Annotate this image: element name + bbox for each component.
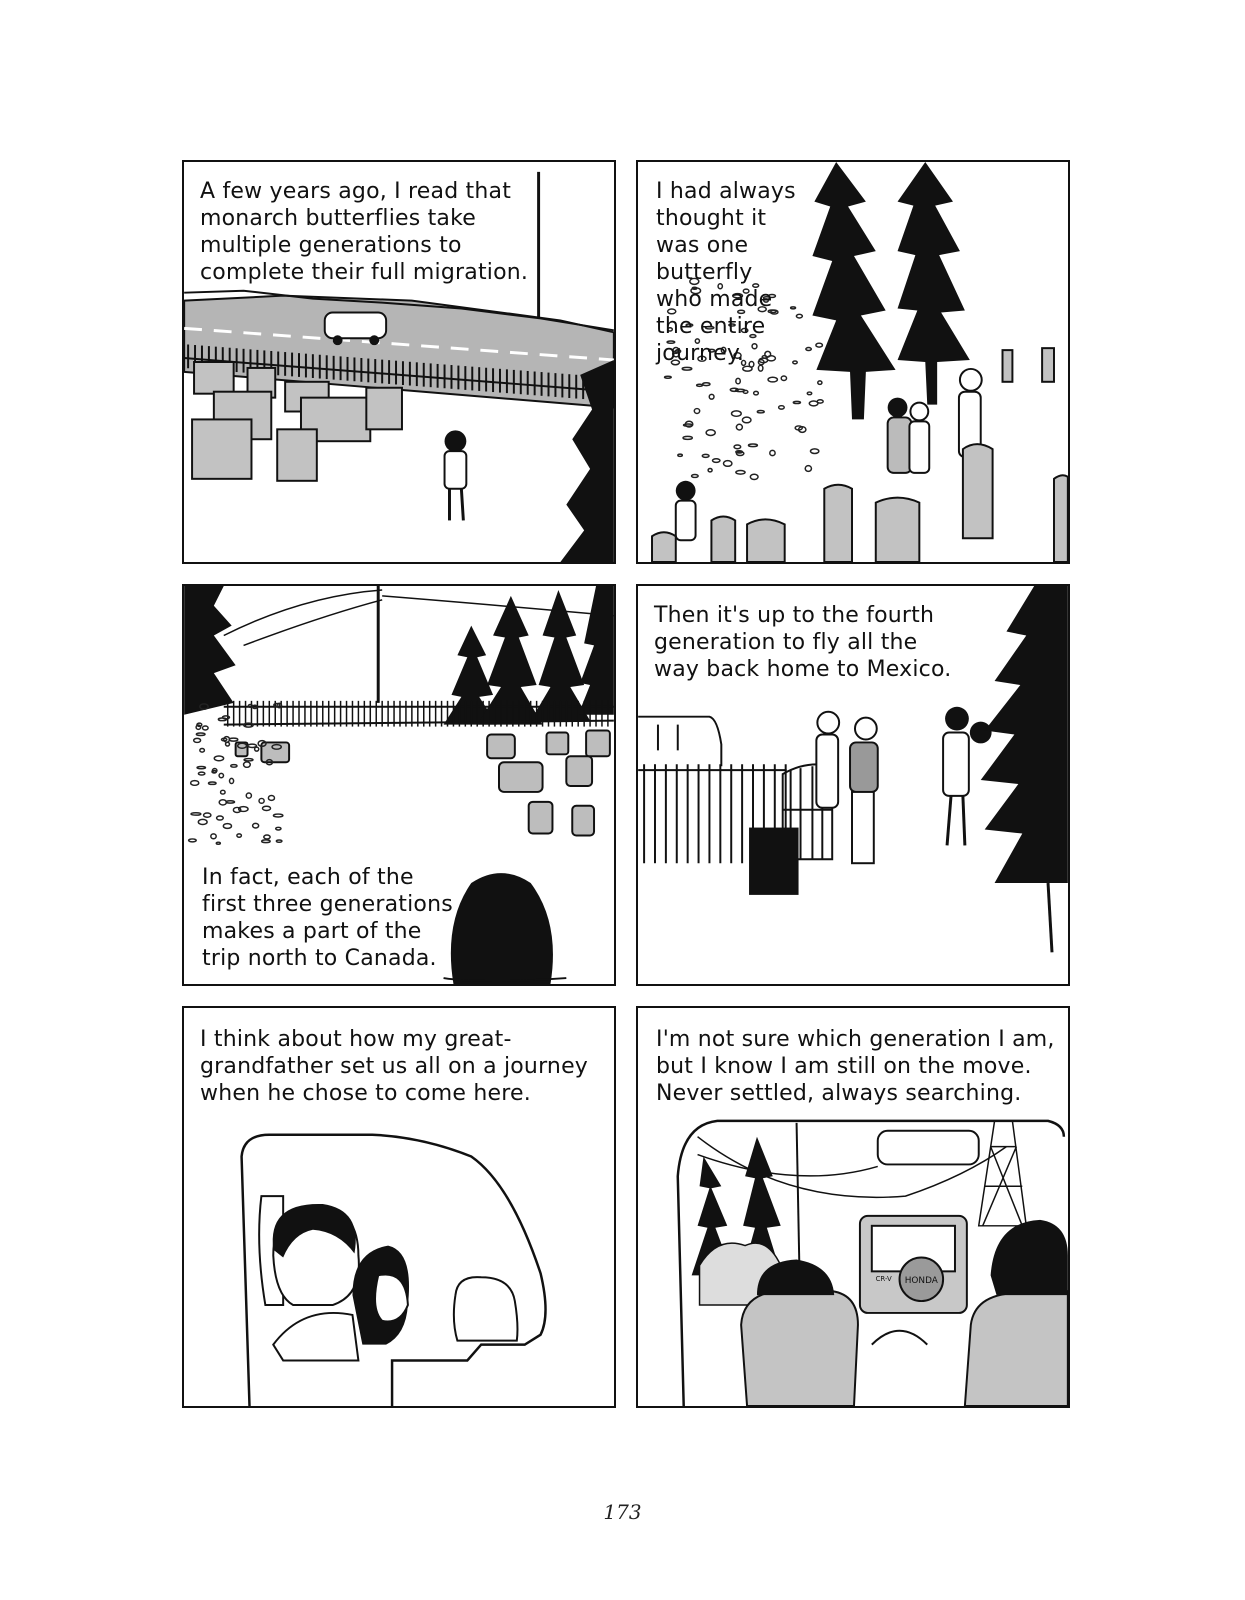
panel-4-caption: Then it's up to the fourth generation to fly all the way back home to Mexico. bbox=[654, 603, 952, 682]
panel-6-caption: I'm not sure which generation I am, but I know I am still on the move. Never settled, always searching. bbox=[656, 1027, 1055, 1106]
panel-3-caption: In fact, each of the first three generations makes a part of the trip north to Canada. bbox=[202, 865, 453, 971]
car-model-badge: CR-V bbox=[875, 1275, 892, 1284]
panel-1-caption: A few years ago, I read that monarch butterflies take multiple generations to complete their full migration. bbox=[200, 179, 529, 285]
panel-2-caption: I had always thought it was one butterfly who made the entire journey. bbox=[656, 179, 796, 366]
panel-4 bbox=[636, 584, 1070, 986]
page-number: 173 bbox=[603, 1500, 642, 1524]
panel-5-caption: I think about how my great- grandfather set us all on a journey when he chose to come here. bbox=[200, 1027, 589, 1106]
panel-6 bbox=[636, 1006, 1070, 1408]
panel-5 bbox=[182, 1006, 616, 1408]
panel-3 bbox=[182, 584, 616, 986]
panel-1 bbox=[182, 160, 616, 564]
panel-2 bbox=[636, 160, 1070, 564]
spare-tire-brand: HONDA bbox=[904, 1276, 938, 1287]
